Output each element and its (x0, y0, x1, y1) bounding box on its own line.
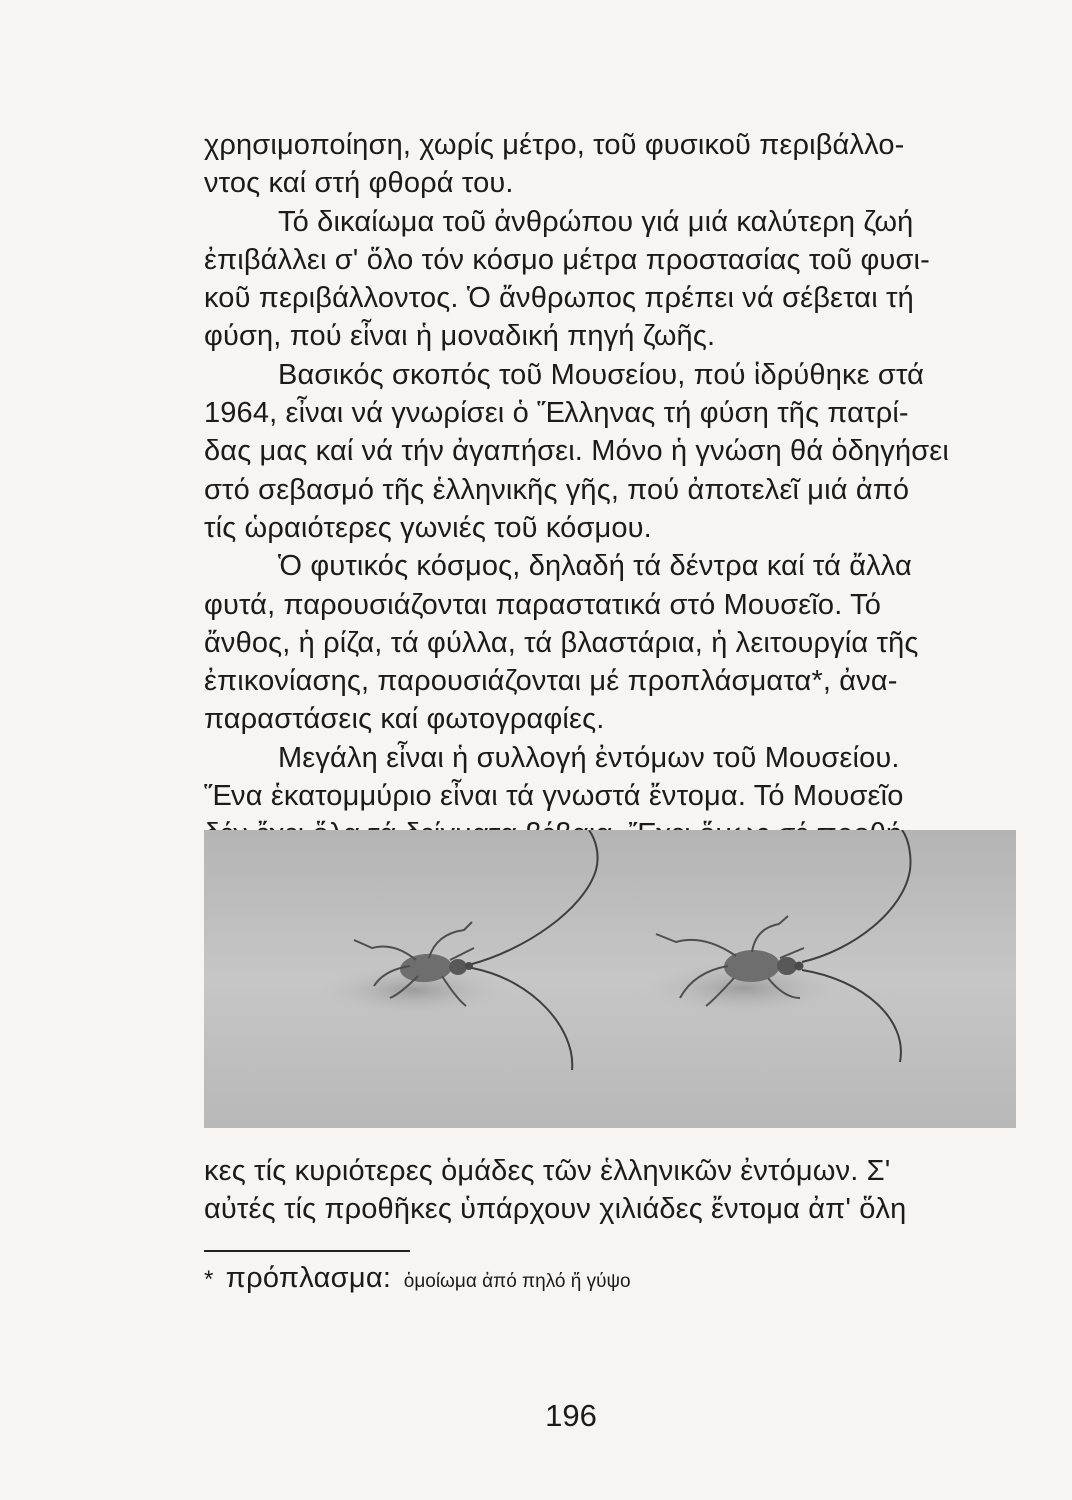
text-line: φύση, πού εἶναι ἡ μοναδική πηγή ζωῆς. (204, 320, 716, 353)
insect-photo (204, 830, 1016, 1128)
text-line: κοῦ περιβάλλοντος. Ὁ ἄνθρωπος πρέπει νά σέβεται τή (204, 282, 914, 315)
text-line: Ἕνα ἑκατομμύριο εἶναι τά γνωστά ἔντομα. Τό Μουσεῖο (204, 780, 904, 813)
text-line: φυτά, παρουσιάζονται παραστατικά στό Μουσεῖο. Τό (204, 588, 882, 621)
text-line: τίς ὡραιότερες γωνιές τοῦ κόσμου. (204, 511, 652, 544)
text-line: παραστάσεις καί φωτογραφίες. (204, 703, 605, 736)
text-line: κες τίς κυριότερες ὁμάδες τῶν ἑλληνικῶν ἐντόμων. Σ' (204, 1155, 891, 1187)
text-line: Βασικός σκοπός τοῦ Μουσείου, πού ἱδρύθηκε στά (278, 358, 925, 391)
text-line: χρησιμοποίηση, χωρίς μέτρο, τοῦ φυσικοῦ περιβάλλο- (204, 129, 905, 161)
footnote-term: πρόπλασμα: (225, 1262, 392, 1294)
text-line: ἐπιβάλλει σ' ὅλο τόν κόσμο μέτρα προστασίας τοῦ φυσι- (204, 243, 930, 276)
main-text-lower (204, 1152, 1024, 1229)
text-line: Τό δικαίωμα τοῦ ἀνθρώπου γιά μιά καλύτερη ζωή (278, 205, 914, 238)
footnote-definition: ὁμοίωμα ἀπό πηλό ἤ γύψο (403, 1271, 631, 1292)
insect-illustration (204, 830, 1016, 1128)
text-line: ντος καί στή φθορά του. (204, 167, 514, 200)
text-line: Μεγάλη εἶναι ἡ συλλογή ἐντόμων τοῦ Μουσείου. (278, 741, 900, 774)
footnote-divider (204, 1250, 410, 1252)
text-line: δας μας καί νά τήν ἀγαπήσει. Μόνο ἡ γνώση θά ὁδηγήσει (204, 435, 949, 468)
footnote-marker: * (204, 1266, 214, 1293)
page-number: 196 (545, 1398, 597, 1433)
text-line: 1964, εἶναι νά γνωρίσει ὁ Ἕλληνας τή φύση τῆς πατρί- (204, 397, 909, 430)
text-line: ἐπικονίασης, παρουσιάζονται μέ προπλάσματα*, ἀνα- (204, 665, 898, 698)
text-line: Ὁ φυτικός κόσμος, δηλαδή τά δέντρα καί τά ἄλλα (278, 550, 912, 583)
main-text-upper (204, 126, 1024, 854)
text-line: ἄνθος, ἡ ρίζα, τά φύλλα, τά βλαστάρια, ἡ λειτουργία τῆς (204, 626, 919, 659)
text-line: αὐτές τίς προθῆκες ὑπάρχουν χιλιάδες ἔντομα ἀπ' ὅλη (204, 1193, 907, 1226)
footnote (204, 1262, 631, 1295)
text-line: στό σεβασμό τῆς ἑλληνικῆς γῆς, πού ἀποτελεῖ μιά ἀπό (204, 473, 910, 506)
